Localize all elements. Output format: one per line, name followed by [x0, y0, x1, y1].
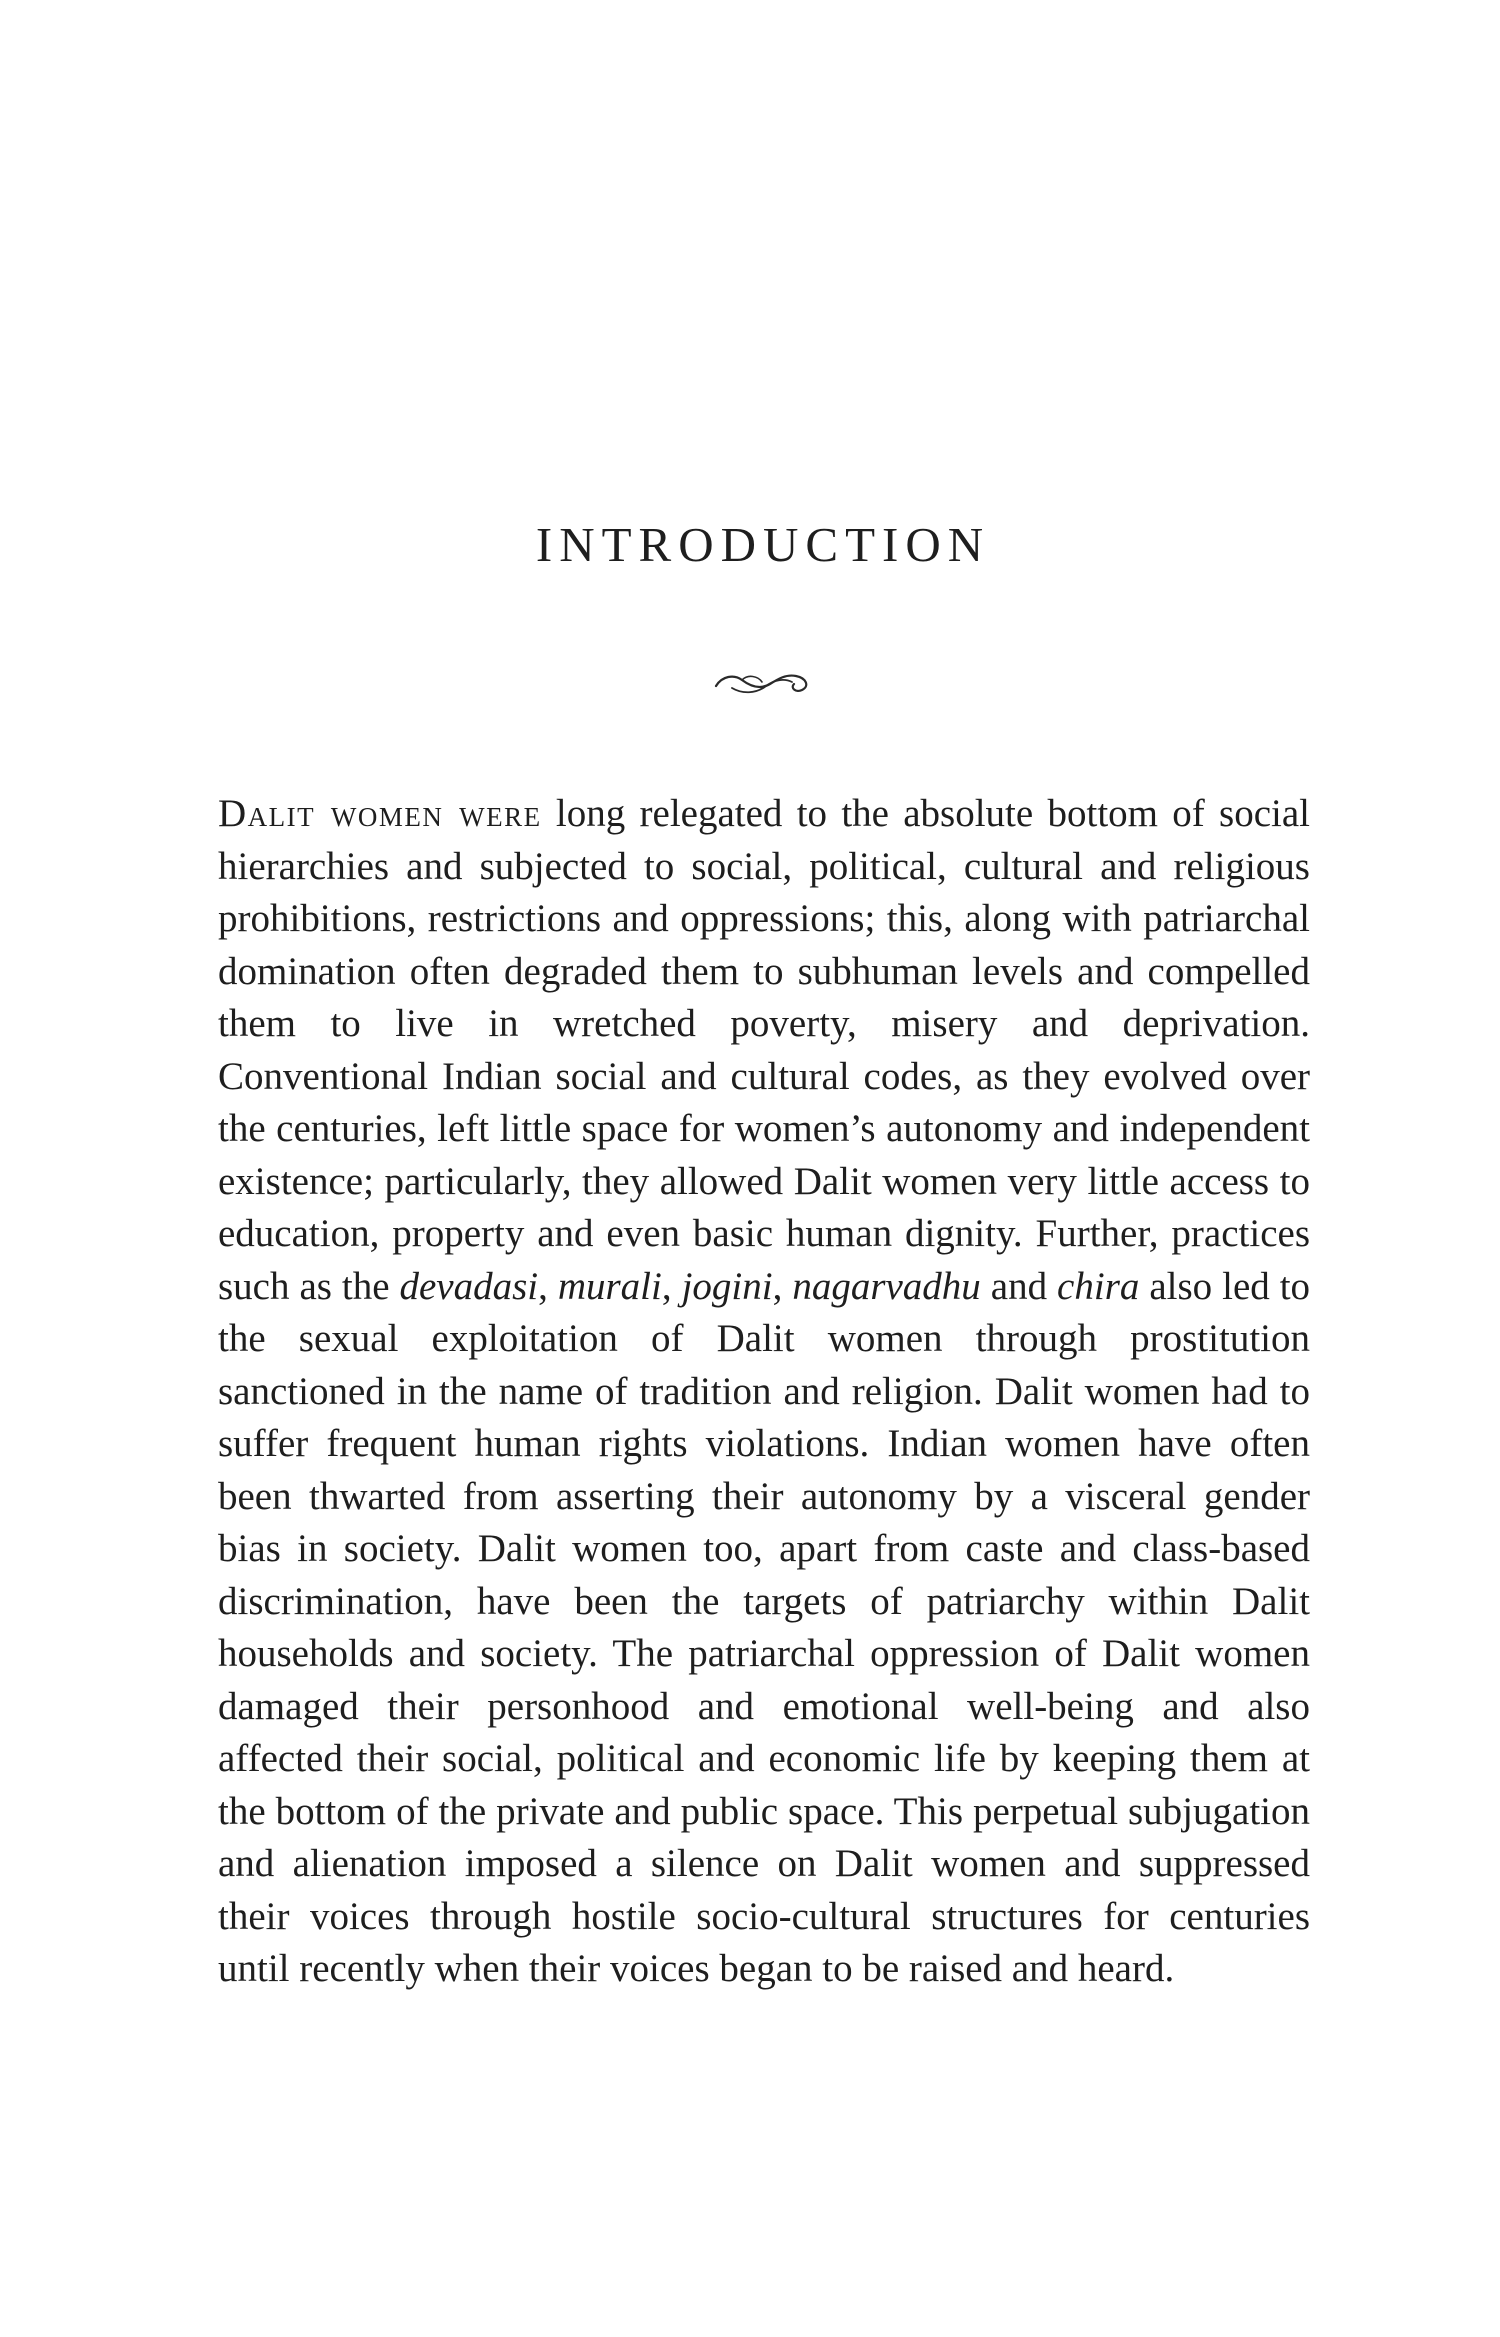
body-paragraph: [218, 788, 1310, 1996]
flourish-ornament-icon: [712, 664, 816, 704]
paragraph-text-1: long relegated to the absolute bottom of social hierarchies and subjected to social, political, cultural and religious prohibitions, restrictions and oppressions; this, along with patriarchal domination often degraded them to subhuman levels and compelled them to live in wretched poverty, misery and deprivation. Conventional Indian social and cultural codes, as they evolved over the centuries, left little space for women’s autonomy and independent existence; particularly, they allowed Dalit women very little access to education, property and even basic human dignity. Further, practices such as the: [218, 792, 1310, 1308]
separator-3: ,: [772, 1264, 793, 1308]
separator-1: ,: [538, 1264, 558, 1308]
lead-in-small-caps: Dalit women were: [218, 792, 542, 835]
chapter-title: INTRODUCTION: [535, 517, 991, 572]
term-devadasi: devadasi: [399, 1264, 539, 1308]
term-murali: murali: [557, 1264, 662, 1308]
term-jogini: jogini: [681, 1264, 773, 1308]
term-chira: chira: [1057, 1264, 1140, 1308]
paragraph-text-2: also led to the sexual exploitation of Dalit women through prostitution sanctioned in the name of tradition and religion. Dalit women had to suffer frequent human rights violations. Indian women have often been thwarted from asserting their autonomy by a visceral gender bias in society. Dalit women too, apart from caste and class-based discrimination, have been the targets of patriarchy within Dalit households and society. The patriarchal oppression of Dalit women damaged their personhood and emotional well-being and also affected their social, political and economic life by keeping them at the bottom of the private and public space. This perpetual subjugation and alienation imposed a silence on Dalit women and suppressed their voices through hostile socio-cultural structures for centuries until recently when their voices began to be raised and heard.: [218, 1264, 1311, 1990]
separator-2: ,: [661, 1264, 682, 1308]
separator-4: and: [980, 1264, 1058, 1308]
term-nagarvadhu: nagarvadhu: [792, 1264, 981, 1308]
